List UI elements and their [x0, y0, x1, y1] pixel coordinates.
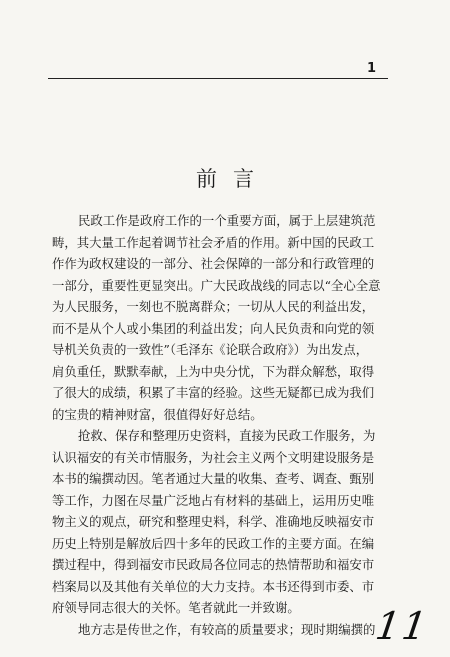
text-line: 撰过程中，得到福安市民政局各位同志的热情帮助和福安市	[52, 557, 375, 572]
text-line: 府领导同志很大的关怀。笔者就此一并致谢。	[52, 600, 300, 615]
text-line: 本书的编撰动因。笔者通过大量的收集、查考、调查、甄别	[52, 471, 375, 486]
page-title: 前言	[196, 167, 270, 191]
text-line: 档案局以及其他有关单位的大力支持。本书还得到市委、市	[52, 578, 375, 594]
text-line: 认识福安的有关市情服务，为社会主义两个文明建设服务是	[52, 449, 375, 465]
page-number: 1	[367, 61, 377, 76]
text-line: 作作为政权建设的一部分、社会保障的一部分和行政管理的	[52, 256, 375, 271]
text-line: 物主义的观点，研究和整理史料，科学、准确地反映福安市	[52, 514, 375, 529]
text-line: 一部分，重要性更显突出。广大民政战线的同志以“全心全意	[52, 277, 381, 293]
text-line: 了很大的成绩，积累了丰富的经验。这些无疑都已成为我们	[52, 385, 375, 400]
handwritten-page-mark: 11	[372, 604, 432, 648]
text-line: 民政工作是政府工作的一个重要方面，属于上层建筑范	[78, 213, 376, 228]
text-line: 地方志是传世之作，有较高的质量要求；现时期编撰的	[78, 621, 376, 637]
text-line: 为人民服务，一刻也不脱离群众；一切从人民的利益出发，	[52, 299, 375, 314]
text-line: 历史上特别是解放后四十多年的民政工作的主要方面。在编	[52, 535, 375, 551]
body-text	[52, 210, 402, 640]
text-line: 的宝贵的精神财富，很值得好好总结。	[52, 406, 263, 422]
text-line: 等工作，力图在尽量广泛地占有材料的基础上，运用历史唯	[52, 492, 375, 508]
header-rule	[48, 78, 388, 79]
text-line: 肩负重任，默默奉献，上为中央分忧，下为群众解愁，取得	[52, 363, 375, 379]
text-line: 导机关负责的一致性”（毛泽东《论联合政府》）为出发点，	[52, 342, 369, 357]
text-line: 而不是从个人或小集团的利益出发；向人民负责和向党的领	[52, 320, 375, 336]
text-line: 抢救、保存和整理历史资料，直接为民政工作服务，为	[78, 428, 376, 443]
text-line: 畴，其大量工作起着调节社会矛盾的作用。新中国的民政工	[52, 234, 375, 250]
